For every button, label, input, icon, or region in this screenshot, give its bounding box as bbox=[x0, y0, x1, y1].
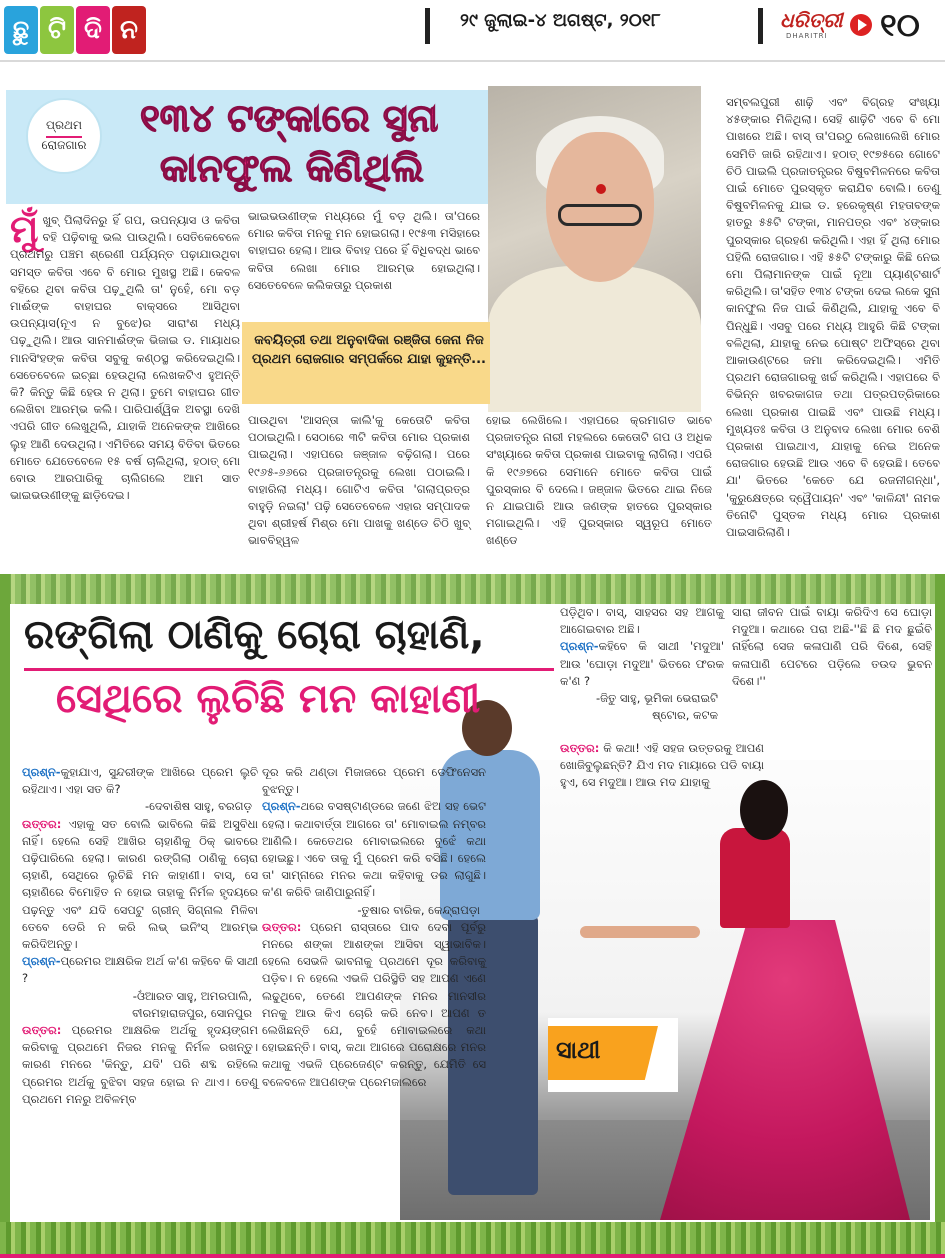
date-divider bbox=[425, 8, 430, 44]
article1-column-2b: ପାଉଥିବା 'ଆସନ୍ତା କାଲି'କୁ କେତୋଟି କବିତା ପଠାଇଥିଲି। ସେଠାରେ ୩ଟି କବିତା ମୋର ପ୍ରକାଶ ପାଇଥିଲା। ଏହାପରେ ଜଞ୍ଜାଳ ବଢ଼ିଗଲା। ପରେ ୧୯୬୫-୬୬ରେ ପ୍ରଜାତନ୍ତ୍ରକୁ ଲେଖା ପଠାଇଲି। ବାହାରିଲା ମଧ୍ୟ। ଗୋଟିଏ କବିତା 'ଗଲାପ୍ରତ୍ର ବାହୁଡ଼ି ନଇଲା' ପଢ଼ି ସେତେବେଳେ ଏହାର ସମ୍ପାଦକ ଥିବା ଶ୍ରୀହର୍ଷ ମିଶ୍ର ମୋ ପାଖକୁ ଖଣ୍ଡେ ଚିଠି ଖୁବ୍ ଭାବବିହ୍ୱଳ bbox=[248, 413, 470, 548]
question-label: ପ୍ରଶ୍ନ- bbox=[22, 954, 61, 969]
article1-col1-text: ଖୁବ୍ ପିଲାଦିନରୁ ହିଁ ଗପ, ଉପନ୍ୟାସ ଓ କବିତା ବହି ପଢ଼ିବାକୁ ଭଲ ପାଉଥିଲି। ସେତିକେବେଳେ ପ୍ରଥମରୁ ପଞ୍ଚମ ଶ୍ରେଣୀ ପର୍ଯ୍ୟନ୍ତ ପଢ଼ାଯାଉଥିବା ସମସ୍ତ କବିତା ଏବେ ବି ମୋର ମୁଖସ୍ଥ ଅଛି। କେବଳ ବହିରେ ଥିବା କବିତା ପଢ଼ୁଥିଲି ତା' ନୁହେଁ, ମୋ ବଡ଼ ମାଈଁଙ୍କ ବାହାଘର ବାକ୍ସରେ ଆସିଥିବା ଉପନ୍ୟାସ(ନୂଏ ନ ବୁଝେ)ର ସାରାଂଶ ମଧ୍ୟ ପଢ଼ୁଥିଲି। ଆଉ ସାନମାଈଁଙ୍କ ଭିଜାଇ ଡ. ମାୟାଧର ମାନସିଂହଙ୍କ କବିତା ସବୁକୁ କଣ୍ଠସ୍ଥ କରିଦେଇଥିଲି। ସେତେବେଳେ ଇଚ୍ଛା ହେଉଥିଲା ଲେଖକଟିଏ ହୁଅନ୍ତି କି? କିନ୍ତୁ କିଛି ହେଉ ନ ଥିଲା। ତୁମେ ବାହାଘର ଗୀତ ଲେଖିବା ଆରମ୍ଭ କଲି। ପାରିପାର୍ଶ୍ୱିକ ଅବସ୍ଥା ଦେଖି ଏପରି ଗୀତ ଲେଖୁଥିଲି, ଯାହାକି ଅନେକଙ୍କ ଆଖିରେ ଲୁହ ଆଣି ଦେଉଥିଲା। ଏମିତିରେ ସମୟ ବିତିବା ଭିତରେ ମୋତେ ଯେତେବେଳେ ୧୫ ବର୍ଷ ଚାଲିଥିଲା, ହଠାତ୍ ମୋ ବୋଉ ଆରପାରିକୁ ଚାଲିଗଲେ ଆମ ସାତ ଭାଇଭଉଣୀଙ୍କୁ ଛାଡ଼ିଦେଇ। bbox=[10, 213, 240, 503]
answer-text: କି କଥା! ଏହି ସହଜ ଉତ୍ତରକୁ ଆପଣ ଖୋଜିବୁଲୁଛନ୍ତି? ଯିଏ ମଦ ମାୟାରେ ପଡି ବାୟା ହୁଏ, ସେ ମଦୁଆ। ଆଉ ମଦ ଯାହାକୁ bbox=[560, 741, 765, 790]
section-tile-3: ଦି bbox=[76, 6, 110, 54]
article2-headline-line1: ରଙ୍ଗିଲା ଠାଣିକୁ ଚୋରା ଚାହାଣି, bbox=[24, 612, 485, 658]
article1-column-2: ଭାଇଭଉଣୀଙ୍କ ମଧ୍ୟରେ ମୁଁ ବଡ଼ ଥିଲି। ତା'ପରେ ମୋର କବିତା ମନକୁ ମନ ହୋଇଗଲା। ୧୯୫୩ ମସିହାରେ ବାହାଘର ହେଲା। ଆଉ ବିବାହ ପରେ ହିଁ ବିଧିବଦ୍ଧ ଭାବେ କବିତା ଲେଖା ମୋର ଆରମ୍ଭ ହୋଇଥିଲା। ସେତେବେଳେ କଲିକତାରୁ ପ୍ରକାଶ bbox=[248, 209, 480, 292]
question-text: କୁହାଯାଏ, ସୁନ୍ଦରୀଙ୍କ ଆଖିରେ ପ୍ରେମ ଲୁଚି ରହିଥାଏ। ଏହା ସତ କି? bbox=[22, 765, 258, 797]
answer-label: ଉତ୍ତର: bbox=[560, 741, 600, 755]
tag-line-2: ରୋଜଗାର bbox=[41, 138, 87, 152]
article1-column-1 bbox=[10, 207, 240, 504]
question-signature: -ତୁଷାର ବାରିକ, କେନ୍ଦ୍ରାପଡ଼ା bbox=[357, 902, 480, 917]
question-label: ପ୍ରଶ୍ନ- bbox=[262, 799, 301, 814]
pull-quote: କବୟିତ୍ରୀ ତଥା ଅନୁବାଦିକା ରଞ୍ଜିତା ଜେନା ନିଜ ପ୍ରଥମ ରୋଜଗାର ସମ୍ପର୍କରେ ଯାହା କୁହନ୍ତି... bbox=[252, 333, 486, 367]
page-number: ୧୦ bbox=[880, 6, 920, 44]
question-signature: -ଦେବାଶିଷ ସାହୁ, ବରଗଡ଼ bbox=[144, 799, 252, 814]
grass-border-top bbox=[0, 574, 945, 604]
logo-divider bbox=[758, 8, 763, 44]
article2-column-1 bbox=[22, 764, 258, 1108]
article1-column-3: ହୋଇ ଲେଖିଲେ। ଏହାପରେ କ୍ରମାଗତ ଭାବେ ପ୍ରଜାତନ୍ତ୍ର ନାରୀ ମହଲରେ କେତୋଟି ଗପ ଓ ଅଧିକ ସଂଖ୍ୟାରେ କବିତା ପ୍ରକାଶ ପାଇବାକୁ ଲାଗିଲା। ଏପରି କି ୧୯୬୭ରେ ସେମାନେ ମୋତେ କବିତା ପାଇଁ ପୁରସ୍କାର ବି ଦେଲେ। ଜଞ୍ଜାଳ ଭିତରେ ଥାଇ ନିଜେ ନ ଯାଇପାରି ଆଉ ଜଣଙ୍କ ହାତରେ ପୁରସ୍କାର ମଗାଇଥିଲି। ଏହି ପୁରସ୍କାର ସ୍ୱରୂପ ମୋତେ ଖଣ୍ଡେ bbox=[486, 413, 712, 548]
article2-top-column-2: ସାରା ଜୀବନ ପାଇଁ ବାୟା କରିଦିଏ ସେ ଘୋଡ଼ା ମଦୁଆ। କଥାରେ ପରା ଅଛି-''ଛି ଛି ମଦ ଛୁଇଁବି ନାହିଁଲୋ ସେଜ କଳାପାଣି ପରି ଦିଶେ, ସେହି କଳାପାଣି ପେଟରେ ପଡ଼ିଲେ ତଉଦ ଭୁବନ ଦିଶେ।'' bbox=[732, 605, 932, 688]
grass-border-bottom bbox=[0, 1222, 945, 1258]
article1-column-4: ସମ୍ବଲପୁରୀ ଶାଢ଼ି ଏବଂ ବିଗ୍ରହ ସଂଖ୍ୟା ୪୫ଙ୍କାର ମିଳିଥିଲା। ସେହି ଶାଢ଼ିଟି ଏବେ ବି ମୋ ପାଖରେ ଅଛି। ବାସ୍ ତା'ପରଠୁ ଲେଖାଲେଖି ମୋର ସେମିତି ଜାରି ରହିଥାଏ। ହଠାତ୍ ୧୯୭୫ରେ ଗୋଟେ ଚିଠି ପାଇଲି ପ୍ରଜାତନ୍ତ୍ରର ବିଷୁବମିଳନରେ କବିତା ପାଇଁ ମୋତେ ପୁରସ୍କୃତ କରାଯିବ ବୋଲି। ତେଣୁ ବିଷୁବମିଳନକୁ ଯାଇ ଡ. ହରେକୃଷ୍ଣ ମହତାବଙ୍କ ହାତରୁ ୫୫ଟି ଟଙ୍କା, ମାନପତ୍ର ଏବଂ ୪ଙ୍କାର ପୁରସ୍କାର ଗ୍ରହଣ କରିଥିଲି। ଏହା ହିଁ ଥିଲା ମୋର ପହିଲି ରୋଜଗାର। ଏହି ୫୫ଟି ଟଙ୍କାରୁ କିଛି ନେଇ ମୋ ପିଲାମାନଙ୍କ ପାଇଁ ନୂଆ ପ୍ୟାଣ୍ଟଶାର୍ଟ କରିଥିଲି। ତା'ସହିତ ୧୩୪ ଟଙ୍କା ଦେଇ ଲକେ ସୁନା କାନଫୁଲ ନିଜ ପାଇଁ କିଣିଥିଲି, ଯାହାକୁ ଏବେ ବି ପିନ୍ଧୁଛି। ଏସବୁ ପରେ ମଧ୍ୟ ଆହୁରି କିଛି ଟଙ୍କା ବଳିଥିଲା, ଯାହାକୁ ନେଇ ପୋଷ୍ଟ ଅଫିସ୍‌ରେ ଥିବା ଆକାଉଣ୍ଟରେ ଜମା କରିଦେଇଥିଲି। ଏମିତି ପ୍ରଥମ ରୋଜଗାରକୁ ଖର୍ଚ୍ଚ କରିଥିଲି। ଏହାପରେ ବି ବିଭିନ୍ନ ଖବରକାଗଜ ତଥା ପତ୍ରପତ୍ରିକାରେ ଲେଖା ପ୍ରକାଶ ପାଇଛି ଏବଂ ପାଉଛି ମଧ୍ୟ। ମୁଖ୍ୟତଃ କବିତା ଓ ଅନୁବାଦ ଲେଖା ମୋର ବେଶି ପ୍ରକାଶ ପାଇଥାଏ, ଯାହାକୁ ନେଇ ଅନେକ ରୋଜଗାର ହେଉଛି ଆଉ ଏବେ ବି ହେଉଛି। ତେବେ ଯା' ଭିତରେ 'କେତେ ଯେ ରଜନୀଗନ୍ଧା', 'କୁରୁକ୍ଷେତ୍ରେ ଦ୍ୱୈପାୟନ' ଏବଂ 'କାଳିନ୍ଦୀ' ନାମକ ତିନୋଟି ପୁସ୍ତକ ମଧ୍ୟ ମୋର ପ୍ରକାଶ ପାଇସାରିଲାଣି। bbox=[726, 95, 940, 540]
question-signature-2: ବୀରମହାରାଜପୁର, ସୋନପୁର bbox=[132, 1005, 252, 1020]
answer-label: ଉତ୍ତର: bbox=[22, 1023, 62, 1038]
question-signature: -ଓଁଆରତ ସାହୁ, ଅମରପାଲି, bbox=[132, 988, 252, 1003]
article2-column-2 bbox=[262, 764, 486, 1091]
article2-top-column-1 bbox=[560, 604, 724, 724]
answer-text: ପ୍ରେମ ରାସ୍ତାରେ ପାଦ ଦେବା ପୂର୍ବରୁ ମନରେ ଶଙ୍କା ଆଶଙ୍କା ଆସିବା ସ୍ୱାଭାବିକ। ହେଲେ ସେଭଳି ଭାବନାକୁ ପ୍ରଥମେ ଦୂର କରିବାକୁ ପଡ଼ିବ। ନ ହେଲେ ଏଭଳି ପରିସ୍ଥିତି ସହ ଆପଣ ଏଣେ ଲଢୁଥିବେ, ତେଣେ ଆପଣଙ୍କ ମନର ମାନସୀର ମନକୁ ଆଉ କିଏ ଚୋରି କରି ନେବ। ଆପଣ ତ ଲେଖିଛନ୍ତି ଯେ, ବୁହେଁ ମୋବାଇଲରେ କଥା ହୋଇଛନ୍ତି। ବାସ୍, କଥା ଆଗରେ ପରୋକ୍ଷରେ ମନର କଥାକୁ ଏଭଳି ପ୍ରେଜେଣ୍ଟ କରନ୍ତୁ, ଯେମିତି ସେ ବଳେବଳେ ଆପଣଙ୍କ ପ୍ରେମଜାଲରେ bbox=[262, 919, 486, 1089]
brand-logo: ଧରିତ୍ରୀ bbox=[780, 8, 843, 32]
headline-divider bbox=[24, 668, 554, 671]
tag-line-1: ପ୍ରଥମ bbox=[46, 118, 82, 138]
answer-text: ଏହାକୁ ସତ ବୋଲି ଭାବିଲେ କିଛି ଅସୁବିଧା ନାହିଁ। ହେଲେ ସେହି ଆଖିର ଚାହାଣିକୁ ଠିକ୍ ଭାବରେ ପଢ଼ିପାରିଲେ ହେଲା। କାରଣ ରଙ୍ଗିଲା ଠାଣିକୁ ଚୋରା ଚାହାଣି, ସେଥିରେ ଲୁଚିଛି ମନ କାହାଣୀ। ବାସ୍, ସେ ଚାହାଣିରେ ବିମୋହିତ ନ ହୋଇ ତାହାକୁ ନିର୍ମଳ ହୃଦୟରେ ପଢ଼ନ୍ତୁ ଏବଂ ଯଦି ସେପଟୁ ଗ୍ରୀନ୍ ସିଗ୍ନାଲ ମିଳିବା ତେବେ ଡେରି ନ କରି ଲଭ୍ ଇନିଂସ୍ ଆରମ୍ଭ କରିଦିଅନ୍ତୁ। bbox=[22, 816, 259, 952]
question-label: ପ୍ରଶ୍ନ- bbox=[560, 639, 599, 654]
article1-headline-line2: କାନଫୁଲ କିଣିଥିଲି bbox=[160, 146, 424, 190]
issue-date: ୨୯ ଜୁଲାଇ-୪ ଅଗଷ୍ଟ, ୨୦୧୮ bbox=[460, 10, 661, 31]
grass-border-right bbox=[935, 574, 945, 1254]
grass-border-left bbox=[0, 574, 10, 1254]
brand-subtitle: DHARITRI bbox=[786, 32, 828, 40]
answer-text: ପ୍ରେମର ଆକ୍ଷରିକ ଅର୍ଥକୁ ହୃଦୟଙ୍ଗମ କରିବାକୁ ପ୍ରଥମେ ନିଜର ମନକୁ ନିର୍ମଳ ରଖନ୍ତୁ। କାରଣ ମନରେ 'କିନ୍ତୁ, ଯଦି' ପରି ଶବ୍ଦ ରହିଲେ ପ୍ରେମର ଅର୍ଥକୁ ବୁଝିବା ସହଜ ହୋଇ ନ ଥାଏ। ତେଣୁ ପ୍ରଥମେ ମନରୁ ଅବିଳମ୍ବ bbox=[22, 1023, 258, 1106]
question-text: ଥରେ ବସଷ୍ଟାଣ୍ଡରେ ଜଣେ ଝିଅ ସହ ଭେଟ ହେଲା। କଥାବାର୍ତ୍ତା ଆଗରେ ତା' ମୋବାଇଲ ନମ୍ବର ଆଣିଲି। କେତେଥର ମୋବାଇଲରେ ବୁଝେଁ କଥା ହୋଇଛୁ। ଏବେ ତାକୁ ମୁଁ ପ୍ରେମ କରି ବସିଛି। ହେଲେ ତା' ସାମ୍ନାରେ ମନର କଥା କହିବାକୁ ଡର ଲାଗୁଛି। କ'ଣ କରିବି ଜାଣିପାରୁନାହିଁ। bbox=[262, 799, 486, 900]
question-signature: -ଜିତୁ ସାହୁ, ଭୂମିକା ଭେରାଇଟି bbox=[595, 691, 718, 706]
top1-text: ପଡ଼ିଥିବ। ବାସ୍, ସାହସର ସହ ଆଗକୁ ଆଗେଇବାର ଅଛି। bbox=[560, 605, 724, 637]
article2-headline-line2: ସେଥିରେ ଲୁଚିଛି ମନ କାହାଣୀ bbox=[56, 676, 481, 722]
question-label: ପ୍ରଶ୍ନ- bbox=[22, 765, 61, 779]
answer-label: ଉତ୍ତର: bbox=[262, 919, 302, 934]
column-badge: ସାଥୀ bbox=[556, 1036, 601, 1064]
section-tile-1: ଛୁ bbox=[4, 6, 38, 54]
section-tile-4: ନ bbox=[112, 6, 146, 54]
section-tag bbox=[26, 98, 102, 174]
play-icon bbox=[850, 14, 872, 36]
answer-continued: ଦୂର କରି ଥଣ୍ଡା ମିଜାଜରେ ପ୍ରେମ ଡେଫିନେସନ ବୁଝନ୍ତୁ। bbox=[262, 765, 486, 797]
answer-label: ଉତ୍ତର: bbox=[22, 816, 62, 831]
question-text: ପ୍ରେମର ଆକ୍ଷରିକ ଅର୍ଥ କ'ଣ କହିବେ କି ସାଥୀ ? bbox=[22, 954, 258, 986]
article2-column-3 bbox=[560, 740, 764, 792]
bottom-rule bbox=[0, 1254, 945, 1258]
question-text: କହିବେ କି ସାଥୀ 'ମଦୁଆ' ଆଉ 'ଘୋଡ଼ା ମଦୁଆ' ଭିତରେ ଫରକ କ'ଣ ? bbox=[560, 639, 724, 688]
question-signature-2: ଷ୍ଟୋର, କଟକ bbox=[652, 708, 718, 723]
article1-headline-line1: ୧୩୪ ଟଙ୍କାରେ ସୁନା bbox=[140, 96, 439, 140]
drop-cap: ମୁଁ bbox=[10, 207, 39, 251]
author-portrait bbox=[488, 86, 701, 412]
section-tile-2: ଟି bbox=[40, 6, 74, 54]
